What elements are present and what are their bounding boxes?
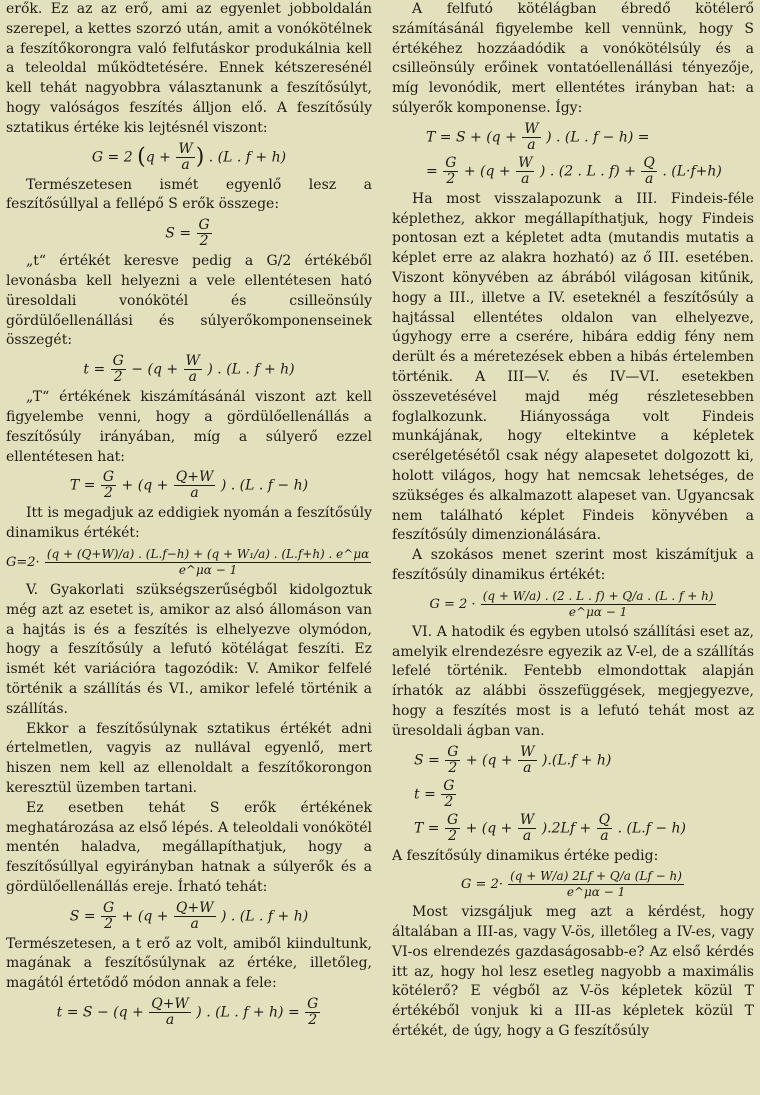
paragraph: „T“ értékének kiszámításánál viszont azt kell figyelembe venni, hogy a gördülőellenállás a feszítősúly irányában, míg a súlyerő ezzel ellentétesen hat: [6,389,372,465]
equation-s: S = $\frac{G}{2}$ [165,217,210,250]
paragraph: VI. A hatodik és egyben utolsó szállítási eset az, amelyik elrendezésre egyezik az V-el, de a szállítás lefelé történik. Fentebb elmondottak alapján írhatók az alábbi összefüggések, megjegyezve, hogy a feszítés most is a lefutó tehát most az üresoldali ágban van. [392,623,754,739]
paragraph: A feszítősúly dinamikus értéke pedig: [392,847,659,864]
equation-t-small-vi: t = $\frac{G}{2}$ [414,777,455,810]
equation-t-big: T = $\frac{G}{2}$ + (q + $\frac{Q+W}{a}$ ) . (L . f − h) [69,469,309,502]
equation-t-small: t = $\frac{G}{2}$ − (q + $\frac{W}{a}$ ) . (L . f + h) [83,353,295,386]
paragraph: „t“ értékét keresve pedig a G/2 értékéből levonásba kell helyezni a vele ellentétesen ható üresoldali vonókötél és csilleönsúly gördülőellenállási és súlyerőkomponenseinek összegét: [6,253,372,349]
equation-static-g: G = 2 (q + $\frac{W}{a}$ ) . (L . f + h) [91,140,287,173]
paragraph: Itt is megadjuk az eddigiek nyomán a feszítősúly dinamikus értékét: [6,505,372,542]
paragraph: Ez esetben tehát S erők értékének meghatározása az első lépés. A teleoldali vonókötél mentén haladva, megállapíthatjuk, hogy a feszítősúllyal egyirányban hatnak a súlyerők és a gördülőellenállás ereje. Írható tehát: [6,799,372,895]
paragraph: A felfutó kötélágban ébredő kötélerő számításánál figyelembe kell vennünk, hogy S értékéhez hozzáadódik a vonókötélsúly és a csilleönsúly erőinek vontatóellenállási tényezője, míg levonódik, mert ellentétes irányban hat: a súlyerők komponense. Így: [392,1,754,116]
equation-t-v-a: T = S + (q + $\frac{W}{a}$ ) . (L . f − h) = [426,120,650,153]
equation-dynamic-g-vi: G = 2· $\frac{(q + W/a) 2Lf + Q/a (Lf - h)}{e\^{}\mu\alpha - 1}$ [461,869,682,900]
paragraph: Természetesen ismét egyenlő lesz a feszítősúllyal a fellépő S erők összege: [6,176,372,213]
paragraph: Ekkor a feszítősúlynak sztatikus értékét adni értelmetlen, vagyis az nullával egyenlő, mert hiszen nem kell az ellenoldalt a feszítőkorongon keresztül üzemben tartani. [6,720,372,796]
paragraph: V. Gyakorlati szükségszerűségből kidolgoztuk még azt az esetet is, amikor az alsó állomáson van a hajtás is és a feszítés is elhelyezve olymódon, hogy a feszítősúly a lefutó kötélágat feszíti. Ez ismét két variációra tagozódik: V. Amikor felfelé történik a szállítás és VI., amikor lefelé történik a szállítás. [6,581,372,717]
paragraph: Természetesen, a t erő az volt, amiből kiindultunk, magának a feszítősúlynak az értéke, illetőleg, magától értetődő módon annak a fele: [6,935,372,992]
paragraph: A szokásos menet szerint most kiszámítjuk a feszítősúly dinamikus értékét: [392,547,754,583]
equation-s-v: S = $\frac{G}{2}$ + (q + $\frac{Q+W}{a}$ ) . (L . f + h) [69,899,309,932]
right-column [392,0,754,1042]
equation-dynamic-g-v: G = 2 · $\frac{(q + W/a) . (2 . L . f) + Q/a . (L . f + h)}{e\^{}\mu\alpha - 1}$ [429,588,714,619]
equation-t-big-vi: T = $\frac{G}{2}$ + (q + $\frac{W}{a}$ ).2Lf + $\frac{Q}{a}$ . (L.f − h) [414,811,686,844]
paragraph: erők. Ez az az erő, ami az egyenlet jobboldalán szerepel, a kettes szorzó után, amit a vonókötélnek a feszítőkorongra való felfutáskor produkálnia kell a teleoldal működtetésére. Ennek kétszeresénél kell tehát nagyobbra választanunk a feszítősúlyt, hogy valóságos feszítés álljon elő. A feszítősúly sztatikus értéke kis lejtésnél viszont: [6,1,372,136]
paragraph: Ha most visszalapozunk a III. Findeis-féle képlethez, akkor megállapíthatjuk, hogy Findeis pontosan ezt a képletet adta (mutandis mutatis a képlet erre az alakra hozható) az ő III. esetében. Viszont könyvében az ábrából világosan kitűnik, hogy a III., illetve a IV. eseteknél a feszítősúly a hajtással ellentétes oldalon van elhelyezve, úgyhogy erre a cserére, hibára eddig fény nem derült és a méretezések ebben a hibás értelemben történik. A III—V. és IV—VI. esetekben összevetésével majd még részletesebben foglalkozunk. Hiányossága volt Findeis munkájának, hogy eltekintve a képletek cserélgetésétől csak négy alapesetet dolgozott ki, holott világos, hogy hat nemcsak lehetséges, de szükséges és alkalmazott alapeset van. Ugyancsak nem található képlet Findeis könyvében a feszítősúly dimenzionálására. [392,190,754,544]
paragraph: Most vizsgáljuk meg azt a kérdést, hogy általában a III-as, vagy V-ös, illetőleg a IV-es, vagy VI-os elrendezés gazdaságosabb-e? Az első kérdés itt az, hogy hol lesz esetleg nagyobb a maximális kötélerő? E végből az V-ös képletek közül T értékéből vonjuk ki a III-as képletek közül T értékét, de úgy, hogy a G feszítősúly [392,904,754,1040]
equation-t-v-b: = $\frac{G}{2}$ + (q + $\frac{W}{a}$ ) . (2 . L . f) + $\frac{Q}{a}$ . (L·f+h) [426,154,722,187]
equation-t-v: t = S − (q + $\frac{Q+W}{a}$ ) . (L . f + h) = $\frac{G}{2}$ [56,996,319,1029]
equation-s-vi: S = $\frac{G}{2}$ + (q + $\frac{W}{a}$ ).(L.f + h) [414,743,612,776]
left-column [6,0,372,1031]
equation-dynamic-g: G=2· $\frac{\text{(q + (Q+W)/a) . (L.f−h) + (q + W₁/a) . (L.f+h) . e\textasciicircum{}μα}}{e\^{}\mu\alpha - 1}$ [6,546,370,577]
